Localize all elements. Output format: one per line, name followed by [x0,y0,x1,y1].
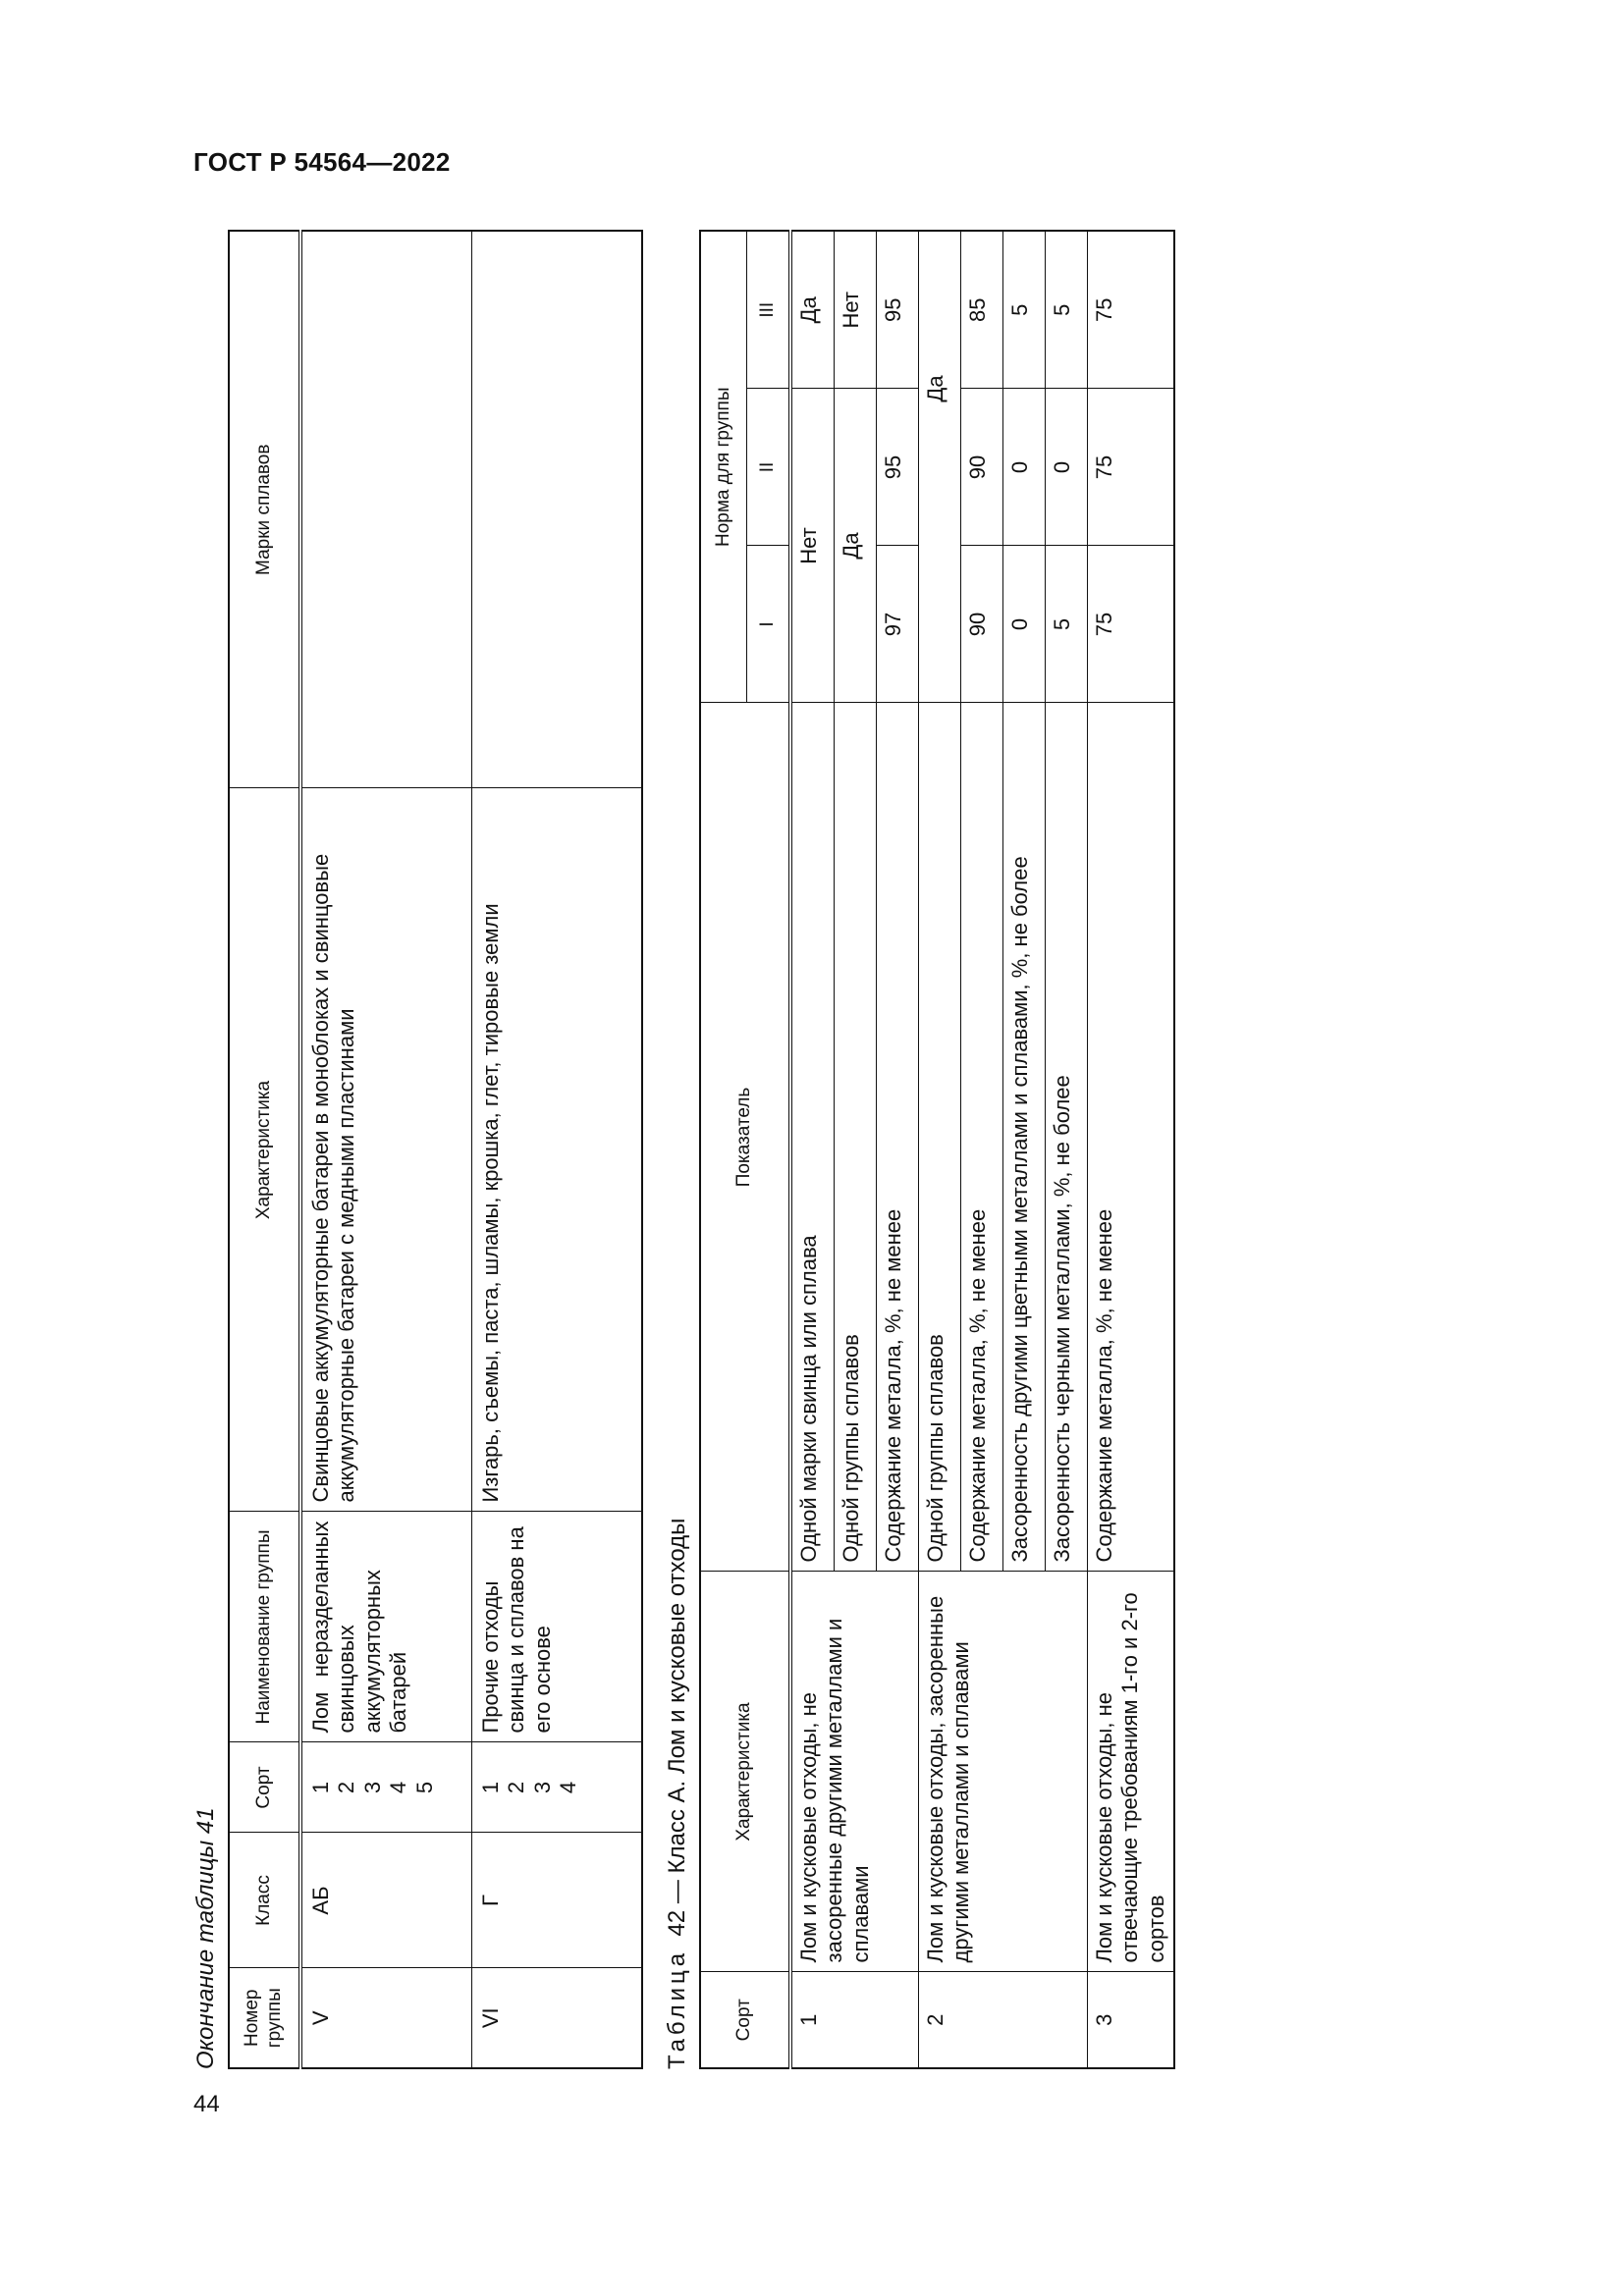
group-number: V [300,1968,472,2068]
characteristic: Лом и кусковые отходы, не засоренные другими металлами и сплавами [790,1572,919,1972]
table41 [228,230,643,2069]
sort-cell: 3 [1088,1972,1175,2068]
value-group-2: 0 [1046,389,1088,546]
value-group-3: 75 [1088,231,1175,389]
table-row [472,231,643,2068]
table-row [919,231,961,2068]
indicator: Содержание металла, %, не менее [877,703,919,1572]
indicator: Содержание металла, %, не менее [961,703,1003,1572]
value-group-1: 97 [877,546,919,703]
characteristic: Свинцовые аккумуляторные батареи в моноблоках и свинцовые аккумуляторные батареи с медными пластинами [300,788,472,1512]
col-header-group-1: I [747,546,791,703]
indicator: Содержание металла, %, не менее [1088,703,1175,1572]
col-header-group-number: Номер группы [229,1968,300,2068]
table42-caption: Таблица 42 — Класс А. Лом и кусковые отходы [664,1518,690,2069]
value-group-2-3: Да [919,231,961,546]
indicator: Одной группы сплавов [835,703,877,1572]
table42-block [656,232,1175,2069]
characteristic: Лом и кусковые отходы, не отвечающие требованиям 1-го и 2-го сортов [1088,1572,1175,1972]
col-header-group-3: III [747,231,791,389]
table41-block [185,232,643,2069]
class-cell: Г [472,1833,643,1968]
value-group-2: 90 [961,389,1003,546]
group-name: Лом неразделанных свинцовых аккумуляторных батарей [300,1512,472,1742]
characteristic: Изгарь, съемы, паста, шламы, крошка, глет, тировые земли [472,788,643,1512]
table-row [1088,231,1175,2068]
col-header-group-name: Наименование группы [229,1512,300,1742]
table41-caption: Окончание таблицы 41 [192,1807,219,2069]
col-header-characteristic: Характеристика [700,1572,790,1972]
table-row [300,231,472,2068]
sort-list: 1 2 3 4 [472,1742,643,1833]
value-group-3: 85 [961,231,1003,389]
value-group-2: 0 [1003,389,1046,546]
value-group-1 [919,546,961,703]
document-header: ГОСТ Р 54564—2022 [193,147,451,177]
value-group-3: Нет [835,231,877,389]
value-group-1-2: Да [835,389,877,703]
value-group-3: 5 [1003,231,1046,389]
value-group-3: 5 [1046,231,1088,389]
col-header-indicator: Показатель [700,703,790,1572]
alloys [300,231,472,788]
group-name: Прочие отходы свинца и сплавов на его основе [472,1512,643,1742]
indicator: Одной марки свинца или сплава [790,703,835,1572]
indicator: Засоренность черными металлами, %, не более [1046,703,1088,1572]
value-group-1-2: Нет [790,389,835,703]
table42 [699,230,1175,2069]
col-header-norm: Норма для группы [700,231,747,703]
value-group-1: 5 [1046,546,1088,703]
col-header-characteristic: Характеристика [229,788,300,1512]
value-group-1: 90 [961,546,1003,703]
sort-cell: 2 [919,1972,1088,2068]
value-group-3: Да [790,231,835,389]
col-header-group-2: II [747,389,791,546]
value-group-2: 95 [877,389,919,546]
sort-list: 1 2 3 4 5 [300,1742,472,1833]
sort-cell: 1 [790,1972,919,2068]
col-header-alloys: Марки сплавов [229,231,300,788]
col-header-sort: Сорт [229,1742,300,1833]
characteristic: Лом и кусковые отходы, засоренные другими металлами и сплавами [919,1572,1088,1972]
table-row [790,231,835,2068]
class-cell: АБ [300,1833,472,1968]
col-header-class: Класс [229,1833,300,1968]
page-number: 44 [193,2091,220,2117]
indicator: Засоренность другими цветными металлами и сплавами, %, не более [1003,703,1046,1572]
alloys [472,231,643,788]
indicator: Одной группы сплавов [919,703,961,1572]
col-header-sort: Сорт [700,1972,790,2068]
value-group-1: 0 [1003,546,1046,703]
group-number: VI [472,1968,643,2068]
value-group-1: 75 [1088,546,1175,703]
value-group-3: 95 [877,231,919,389]
value-group-2: 75 [1088,389,1175,546]
